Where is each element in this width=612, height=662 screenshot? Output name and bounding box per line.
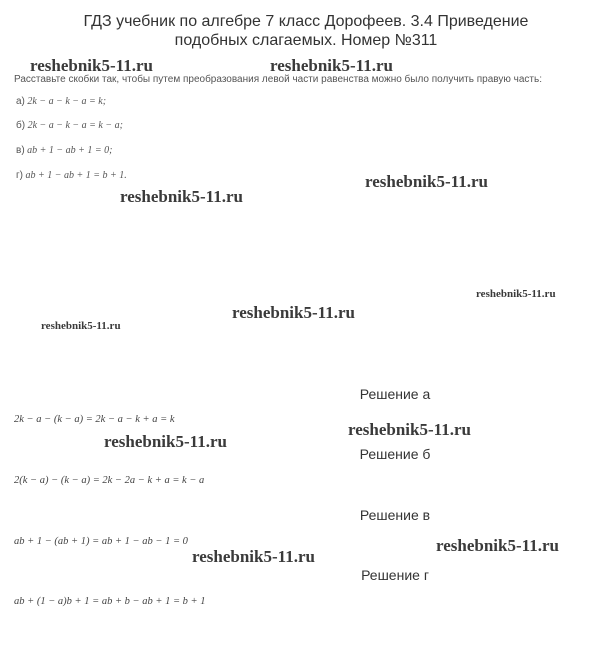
task-label: г) bbox=[16, 170, 23, 181]
task-item-g bbox=[16, 170, 127, 181]
watermark: reshebnik5-11.ru bbox=[104, 432, 227, 451]
watermark: reshebnik5-11.ru bbox=[270, 56, 393, 75]
title-line-1: ГДЗ учебник по алгебре 7 класс Дорофеев. 3.4 Приведение bbox=[83, 13, 529, 30]
solution-v-heading: Решение в bbox=[359, 507, 431, 523]
solution-g-line: ab + (1 − a)b + 1 = ab + b − ab + 1 = b + 1 bbox=[14, 596, 206, 607]
watermark: reshebnik5-11.ru bbox=[476, 288, 556, 300]
task-expression: ab + 1 − ab + 1 = 0; bbox=[27, 145, 113, 156]
solution-b-heading: Решение б bbox=[359, 446, 431, 462]
watermark: reshebnik5-11.ru bbox=[436, 536, 559, 555]
title-line-2: подобных слагаемых. Номер №311 bbox=[174, 32, 438, 49]
watermark: reshebnik5-11.ru bbox=[365, 172, 488, 191]
solution-g-heading: Решение г bbox=[361, 567, 429, 583]
watermark: reshebnik5-11.ru bbox=[232, 303, 355, 322]
task-expression: 2k − a − k − a = k; bbox=[27, 96, 107, 107]
task-intro: Расставьте скобки так, чтобы путем преобразования левой части равенства можно было получить правую часть: bbox=[14, 74, 542, 85]
page-title bbox=[0, 12, 612, 50]
task-label: б) bbox=[16, 120, 26, 131]
watermark: reshebnik5-11.ru bbox=[192, 547, 315, 566]
task-expression: ab + 1 − ab + 1 = b + 1. bbox=[25, 170, 127, 181]
watermark: reshebnik5-11.ru bbox=[120, 187, 243, 206]
task-label: в) bbox=[16, 145, 25, 156]
solution-v-line: ab + 1 − (ab + 1) = ab + 1 − ab − 1 = 0 bbox=[14, 536, 188, 547]
task-item-a bbox=[16, 96, 106, 107]
solution-b-line: 2(k − a) − (k − a) = 2k − 2a − k + a = k − a bbox=[14, 475, 205, 486]
task-item-b bbox=[16, 120, 123, 131]
task-item-v bbox=[16, 145, 112, 156]
watermark: reshebnik5-11.ru bbox=[41, 320, 121, 332]
watermark: reshebnik5-11.ru bbox=[30, 56, 153, 75]
solution-a-heading: Решение а bbox=[359, 386, 431, 402]
task-expression: 2k − a − k − a = k − a; bbox=[27, 120, 123, 131]
watermark: reshebnik5-11.ru bbox=[348, 420, 471, 439]
task-label: а) bbox=[16, 96, 25, 107]
solution-a-line: 2k − a − (k − a) = 2k − a − k + a = k bbox=[14, 414, 175, 425]
